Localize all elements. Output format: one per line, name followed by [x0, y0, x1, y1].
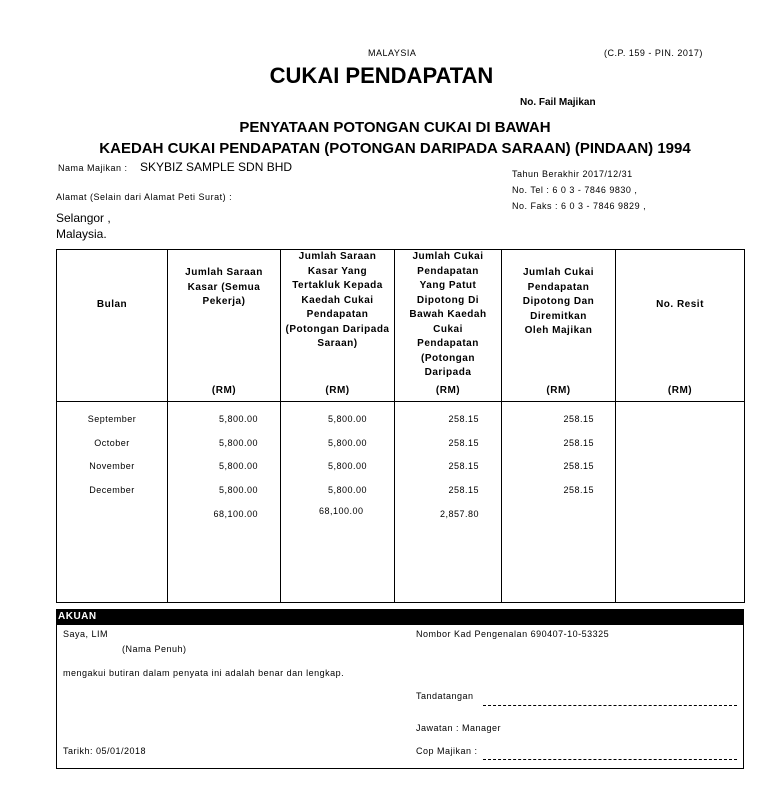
column-header-bulan: Bulan — [57, 250, 168, 402]
subtitle-line-1: PENYATAAN POTONGAN CUKAI DI BAWAH — [239, 119, 551, 136]
stamp-line — [483, 759, 737, 760]
table-cell-tax-due: 258.15 — [448, 437, 479, 448]
table-cell-remitted: 258.15 — [563, 414, 594, 424]
column-header-remitted: Jumlah Cukai Pendapatan Dipotong Dan Diremitkan Oleh Majikan (RM) — [502, 250, 616, 402]
unit-label: (RM) — [435, 385, 461, 396]
address-label: Alamat (Selain dari Alamat Peti Surat) : — [56, 192, 233, 202]
table-cell-tax-due: 258.15 — [448, 461, 479, 472]
table-cell-gross: 5,800.00 — [218, 414, 258, 424]
declaration-statement: mengakui butiran dalam penyata ini adalah benar dan lengkap. — [63, 668, 345, 678]
month-column — [57, 402, 168, 603]
gross-column — [168, 402, 281, 603]
remitted-column — [502, 402, 616, 603]
column-header-gross: Jumlah Saraan Kasar (Semua Pekerja) (RM) — [168, 250, 281, 402]
akuan-section — [56, 625, 744, 769]
total-taxable: 68,100.00 — [319, 505, 364, 516]
table-cell-gross: 5,800.00 — [218, 437, 258, 448]
declarant-name: Saya, LIM — [63, 629, 109, 639]
column-header-tax-due: Jumlah Cukai Pendapatan Yang Patut Dipotong Di Bawah Kaedah Cukai Pendapatan (Potongan Daripada (RM) — [395, 250, 502, 402]
table-cell-taxable: 5,800.00 — [327, 414, 367, 424]
table-cell-remitted: 258.15 — [563, 461, 594, 472]
telephone: No. Tel : 6 0 3 - 7846 9830 , — [512, 185, 638, 195]
table-cell-tax-due: 258.15 — [448, 414, 479, 424]
table-cell-month: October — [94, 437, 130, 448]
full-name-caption: (Nama Penuh) — [122, 644, 187, 654]
country-label: MALAYSIA — [368, 48, 417, 58]
unit-label: (RM) — [546, 385, 571, 396]
year-end: Tahun Berakhir 2017/12/31 — [512, 169, 633, 179]
table-cell-taxable: 5,800.00 — [327, 485, 367, 496]
unit-label: (RM) — [211, 385, 237, 396]
unit-label: (RM) — [667, 385, 693, 396]
position: Jawatan : Manager — [416, 723, 502, 733]
address-line-1: Selangor , — [56, 211, 111, 225]
page-title: CUKAI PENDAPATAN — [269, 63, 494, 88]
ic-number: Nombor Kad Pengenalan 690407-10-53325 — [416, 629, 610, 639]
receipt-column — [616, 402, 745, 603]
date: Tarikh: 05/01/2018 — [63, 746, 147, 756]
table-cell-tax-due: 258.15 — [448, 485, 479, 496]
table-cell-remitted: 258.15 — [563, 485, 594, 496]
address-line-2: Malaysia. — [56, 227, 107, 241]
column-header-taxable: Jumlah Saraan Kasar Yang Tertakluk Kepada Kaedah Cukai Pendapatan (Potongan Daripada Saraan) (RM) — [281, 250, 395, 402]
table-cell-gross: 5,800.00 — [218, 461, 258, 472]
employer-file-no-label: No. Fail Majikan — [520, 97, 596, 108]
unit-label: (RM) — [325, 385, 350, 396]
signature-label: Tandatangan — [416, 691, 474, 701]
signature-line — [483, 705, 737, 706]
table-cell-gross: 5,800.00 — [218, 485, 258, 496]
column-header-receipt: No. Resit (RM) — [616, 250, 745, 402]
table-cell-remitted: 258.15 — [563, 437, 594, 448]
deduction-table — [56, 249, 745, 603]
table-cell-month: December — [89, 485, 135, 496]
akuan-heading: AKUAN — [56, 609, 744, 625]
fax: No. Faks : 6 0 3 - 7846 9829 , — [512, 201, 647, 211]
tax-due-column — [395, 402, 502, 603]
table-cell-taxable: 5,800.00 — [327, 437, 367, 448]
form-reference: (C.P. 159 - PIN. 2017) — [604, 48, 703, 58]
table-cell-month: September — [87, 414, 137, 424]
table-cell-month: November — [89, 461, 135, 472]
subtitle-line-2: KAEDAH CUKAI PENDAPATAN (POTONGAN DARIPADA SARAAN) (PINDAAN) 1994 — [99, 140, 691, 157]
employer-name: SKYBIZ SAMPLE SDN BHD — [140, 160, 293, 174]
company-stamp-label: Cop Majikan : — [416, 746, 478, 756]
taxable-column — [281, 402, 395, 603]
table-cell-taxable: 5,800.00 — [327, 461, 367, 472]
employer-name-label: Nama Majikan : — [58, 163, 128, 173]
total-tax-due: 2,857.80 — [439, 508, 479, 519]
total-gross: 68,100.00 — [213, 508, 258, 519]
